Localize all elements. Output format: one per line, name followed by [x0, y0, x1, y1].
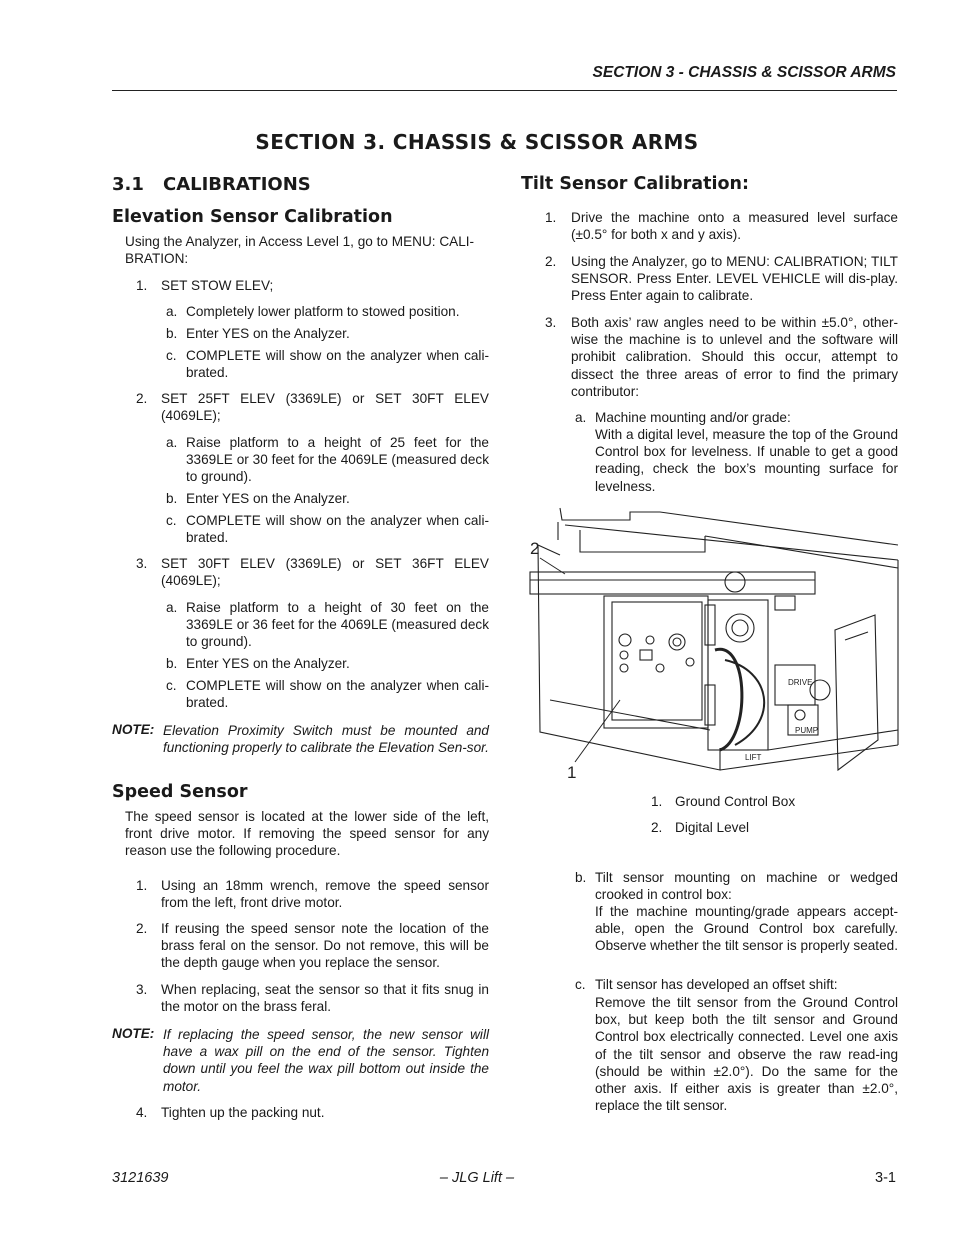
footer-page-number: 3-1 [875, 1170, 896, 1186]
speed-step-3: When replacing, seat the sensor so that it fits snug in the motor on the brass feral. [161, 982, 489, 1015]
elev-step-3b: Enter YES on the Analyzer. [186, 656, 350, 671]
callout-1: 1 [567, 763, 577, 782]
legend-2-num: 2. [651, 820, 663, 835]
callout-2: 2 [530, 539, 540, 558]
speed-step-4: Tighten up the packing nut. [161, 1105, 325, 1120]
speed-step-2: If reusing the speed sensor note the location of the brass feral on the sensor. Do not remove, this will be the depth gauge when you replace the sensor. [161, 921, 489, 971]
tilt-step-2-num: 2. [545, 254, 557, 269]
elev-step-3c-label: c. [166, 678, 177, 693]
elevation-intro: Using the Analyzer, in Access Level 1, go to MENU: CALI-BRATION: [125, 234, 475, 267]
elev-step-2-num: 2. [136, 391, 148, 406]
tilt-sub-c-head: Tilt sensor has developed an offset shift: [595, 977, 838, 992]
elev-step-3b-label: b. [166, 656, 178, 671]
elev-step-2b: Enter YES on the Analyzer. [186, 491, 350, 506]
page-title: SECTION 3. CHASSIS & SCISSOR ARMS [255, 130, 699, 154]
elev-step-2a: Raise platform to a height of 25 feet for the 3369LE or 30 feet for the 4069LE (measured deck to ground). [186, 435, 489, 485]
ground-control-box-figure [520, 500, 900, 790]
speed-step-3-num: 3. [136, 982, 148, 997]
elev-step-2a-label: a. [166, 435, 178, 450]
legend-1-num: 1. [651, 794, 663, 809]
elev-step-1a-label: a. [166, 304, 178, 319]
elev-step-1b-label: b. [166, 326, 178, 341]
tilt-step-2: Using the Analyzer, go to MENU: CALIBRATION; TILT SENSOR. Press Enter. LEVEL VEHICLE will dis-play. Press Enter again to calibrate. [571, 254, 898, 304]
speed-note-label: NOTE: [112, 1026, 155, 1041]
tilt-sub-a-label: a. [575, 410, 587, 425]
tilt-sub-c-label: c. [575, 977, 586, 992]
header-rule [112, 90, 897, 91]
elev-step-1c-label: c. [166, 348, 177, 363]
tilt-sub-c-body: Remove the tilt sensor from the Ground Control box, but keep both the tilt sensor and Ground Control box electrically connected. Level one axis of the tilt sensor and observe the raw read-ing (should be within ±2.0°). Do the same for the other axis. If either axis is greater than ±2.0°, replace the tilt sensor. [595, 995, 898, 1114]
speed-step-2-num: 2. [136, 921, 148, 936]
elev-step-2b-label: b. [166, 491, 178, 506]
elev-step-1: SET STOW ELEV; [161, 278, 274, 293]
lift-part-label: LIFT [745, 753, 762, 762]
elev-step-3: SET 30FT ELEV (3369LE) or SET 36FT ELEV (4069LE); [161, 556, 489, 589]
elev-note: Elevation Proximity Switch must be mounted and functioning properly to calibrate the Elevation Sen-sor. [163, 723, 489, 756]
tilt-sub-a-head: Machine mounting and/or grade: [595, 410, 791, 425]
elev-step-2c: COMPLETE will show on the analyzer when cali-brated. [186, 513, 489, 546]
footer-center: – JLG Lift – [439, 1170, 515, 1186]
pump-part-label: PUMP [795, 726, 819, 735]
tilt-step-1-num: 1. [545, 210, 557, 225]
speed-step-4-num: 4. [136, 1105, 148, 1120]
speed-note: If replacing the speed sensor, the new sensor will have a wax pill on the end of the sensor. Tighten down until you feel the wax pill bottom out inside the motor. [163, 1027, 489, 1094]
elev-step-3a: Raise platform to a height of 30 feet on the 3369LE or 36 feet for the 4069LE (measured deck to ground). [186, 600, 489, 650]
elev-step-3a-label: a. [166, 600, 178, 615]
drive-part-label: DRIVE [788, 678, 813, 687]
elev-step-2c-label: c. [166, 513, 177, 528]
footer-doc-number: 3121639 [112, 1170, 169, 1186]
speed-heading: Speed Sensor [112, 782, 248, 802]
speed-intro: The speed sensor is located at the lower side of the left, front drive motor. If removing the speed sensor for any reason use the following procedure. [125, 809, 489, 859]
elev-step-2: SET 25FT ELEV (3369LE) or SET 30FT ELEV (4069LE); [161, 391, 489, 424]
tilt-sub-b-body: If the machine mounting/grade appears accept-able, open the Ground Control box carefully. Observe whether the tilt sensor is properly seated. [595, 904, 898, 954]
tilt-step-3: Both axis’ raw angles need to be within ±5.0°, other-wise the machine is to unlevel and the software will prohibit calibration. Should this occur, attempt to dissect the three areas of error to find the primary contributor: [571, 315, 898, 399]
elev-step-1b: Enter YES on the Analyzer. [186, 326, 350, 341]
elevation-heading: Elevation Sensor Calibration [112, 207, 393, 227]
elev-note-label: NOTE: [112, 722, 155, 737]
tilt-heading: Tilt Sensor Calibration: [521, 174, 749, 194]
legend-2-label: Digital Level [675, 820, 750, 835]
section-title: CALIBRATIONS [163, 174, 311, 195]
elev-step-3c: COMPLETE will show on the analyzer when cali-brated. [186, 678, 489, 711]
legend-1-label: Ground Control Box [675, 794, 796, 809]
elev-step-1c: COMPLETE will show on the analyzer when cali-brated. [186, 348, 489, 381]
elev-step-3-num: 3. [136, 556, 148, 571]
elev-step-1a: Completely lower platform to stowed position. [186, 304, 460, 319]
tilt-sub-a-body: With a digital level, measure the top of the Ground Control box for levelness. If unable to get a good reading, check the box’s mounting surface for levelness. [595, 427, 898, 494]
tilt-sub-b-head: Tilt sensor mounting on machine or wedged crooked in control box: [595, 870, 898, 903]
elev-step-1-num: 1. [136, 278, 148, 293]
speed-step-1: Using an 18mm wrench, remove the speed sensor from the left, front drive motor. [161, 878, 489, 911]
section-number: 3.1 [112, 174, 144, 195]
running-header: SECTION 3 - CHASSIS & SCISSOR ARMS [592, 64, 896, 81]
speed-step-1-num: 1. [136, 878, 148, 893]
tilt-step-1: Drive the machine onto a measured level surface (±0.5° for both x and y axis). [571, 210, 898, 243]
tilt-sub-b-label: b. [575, 870, 587, 885]
tilt-step-3-num: 3. [545, 315, 557, 330]
